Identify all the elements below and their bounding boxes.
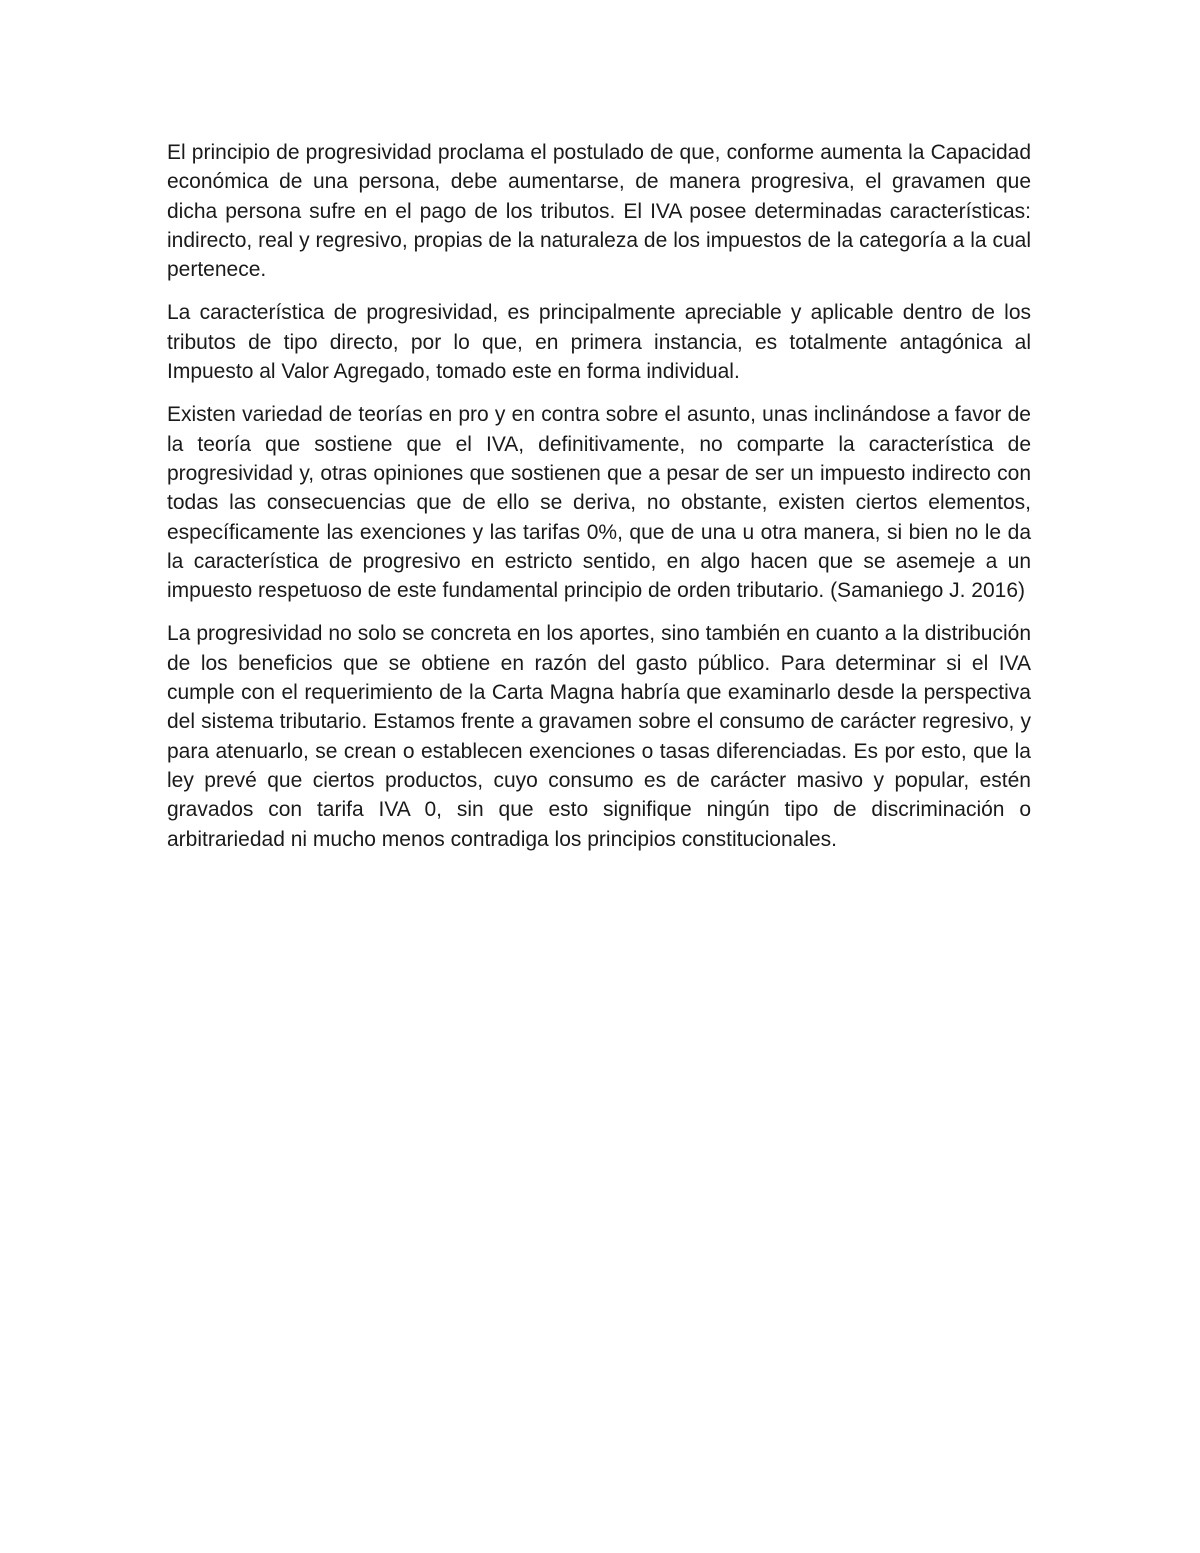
paragraph-1: El principio de progresividad proclama el postulado de que, conforme aumenta la Capacidad económica de una persona, debe aumentarse, de manera progresiva, el gravamen que dicha persona sufre en el pago de los tributos. El IVA posee determinadas características: indirecto, real y regresivo, propias de la naturaleza de los impuestos de la categoría a la cual pertenece. xyxy=(167,141,1031,282)
document-body xyxy=(167,138,1031,868)
paragraph-2: La característica de progresividad, es principalmente apreciable y aplicable dentro de los tributos de tipo directo, por lo que, en primera instancia, es totalmente antagónica al Impuesto al Valor Agregado, tomado este en forma individual. xyxy=(167,301,1031,384)
paragraph-3: Existen variedad de teorías en pro y en contra sobre el asunto, unas inclinándose a favor de la teoría que sostiene que el IVA, definitivamente, no comparte la característica de progresividad y, otras opiniones que sostienen que a pesar de ser un impuesto indirecto con todas las consecuencias que de ello se deriva, no obstante, existen ciertos elementos, específicamente las exenciones y las tarifas 0%, que de una u otra manera, si bien no le da la característica de progresivo en estricto sentido, en algo hacen que se asemeje a un impuesto respetuoso de este fundamental principio de orden tributario. (Samaniego J. 2016) xyxy=(167,403,1031,603)
paragraph-4: La progresividad no solo se concreta en los aportes, sino también en cuanto a la distribución de los beneficios que se obtiene en razón del gasto público. Para determinar si el IVA cumple con el requerimiento de la Carta Magna habría que examinarlo desde la perspectiva del sistema tributario. Estamos frente a gravamen sobre el consumo de carácter regresivo, y para atenuarlo, se crean o establecen exenciones o tasas diferenciadas. Es por esto, que la ley prevé que ciertos productos, cuyo consumo es de carácter masivo y popular, estén gravados con tarifa IVA 0, sin que esto signifique ningún tipo de discriminación o arbitrariedad ni mucho menos contradiga los principios constitucionales. xyxy=(167,622,1031,851)
